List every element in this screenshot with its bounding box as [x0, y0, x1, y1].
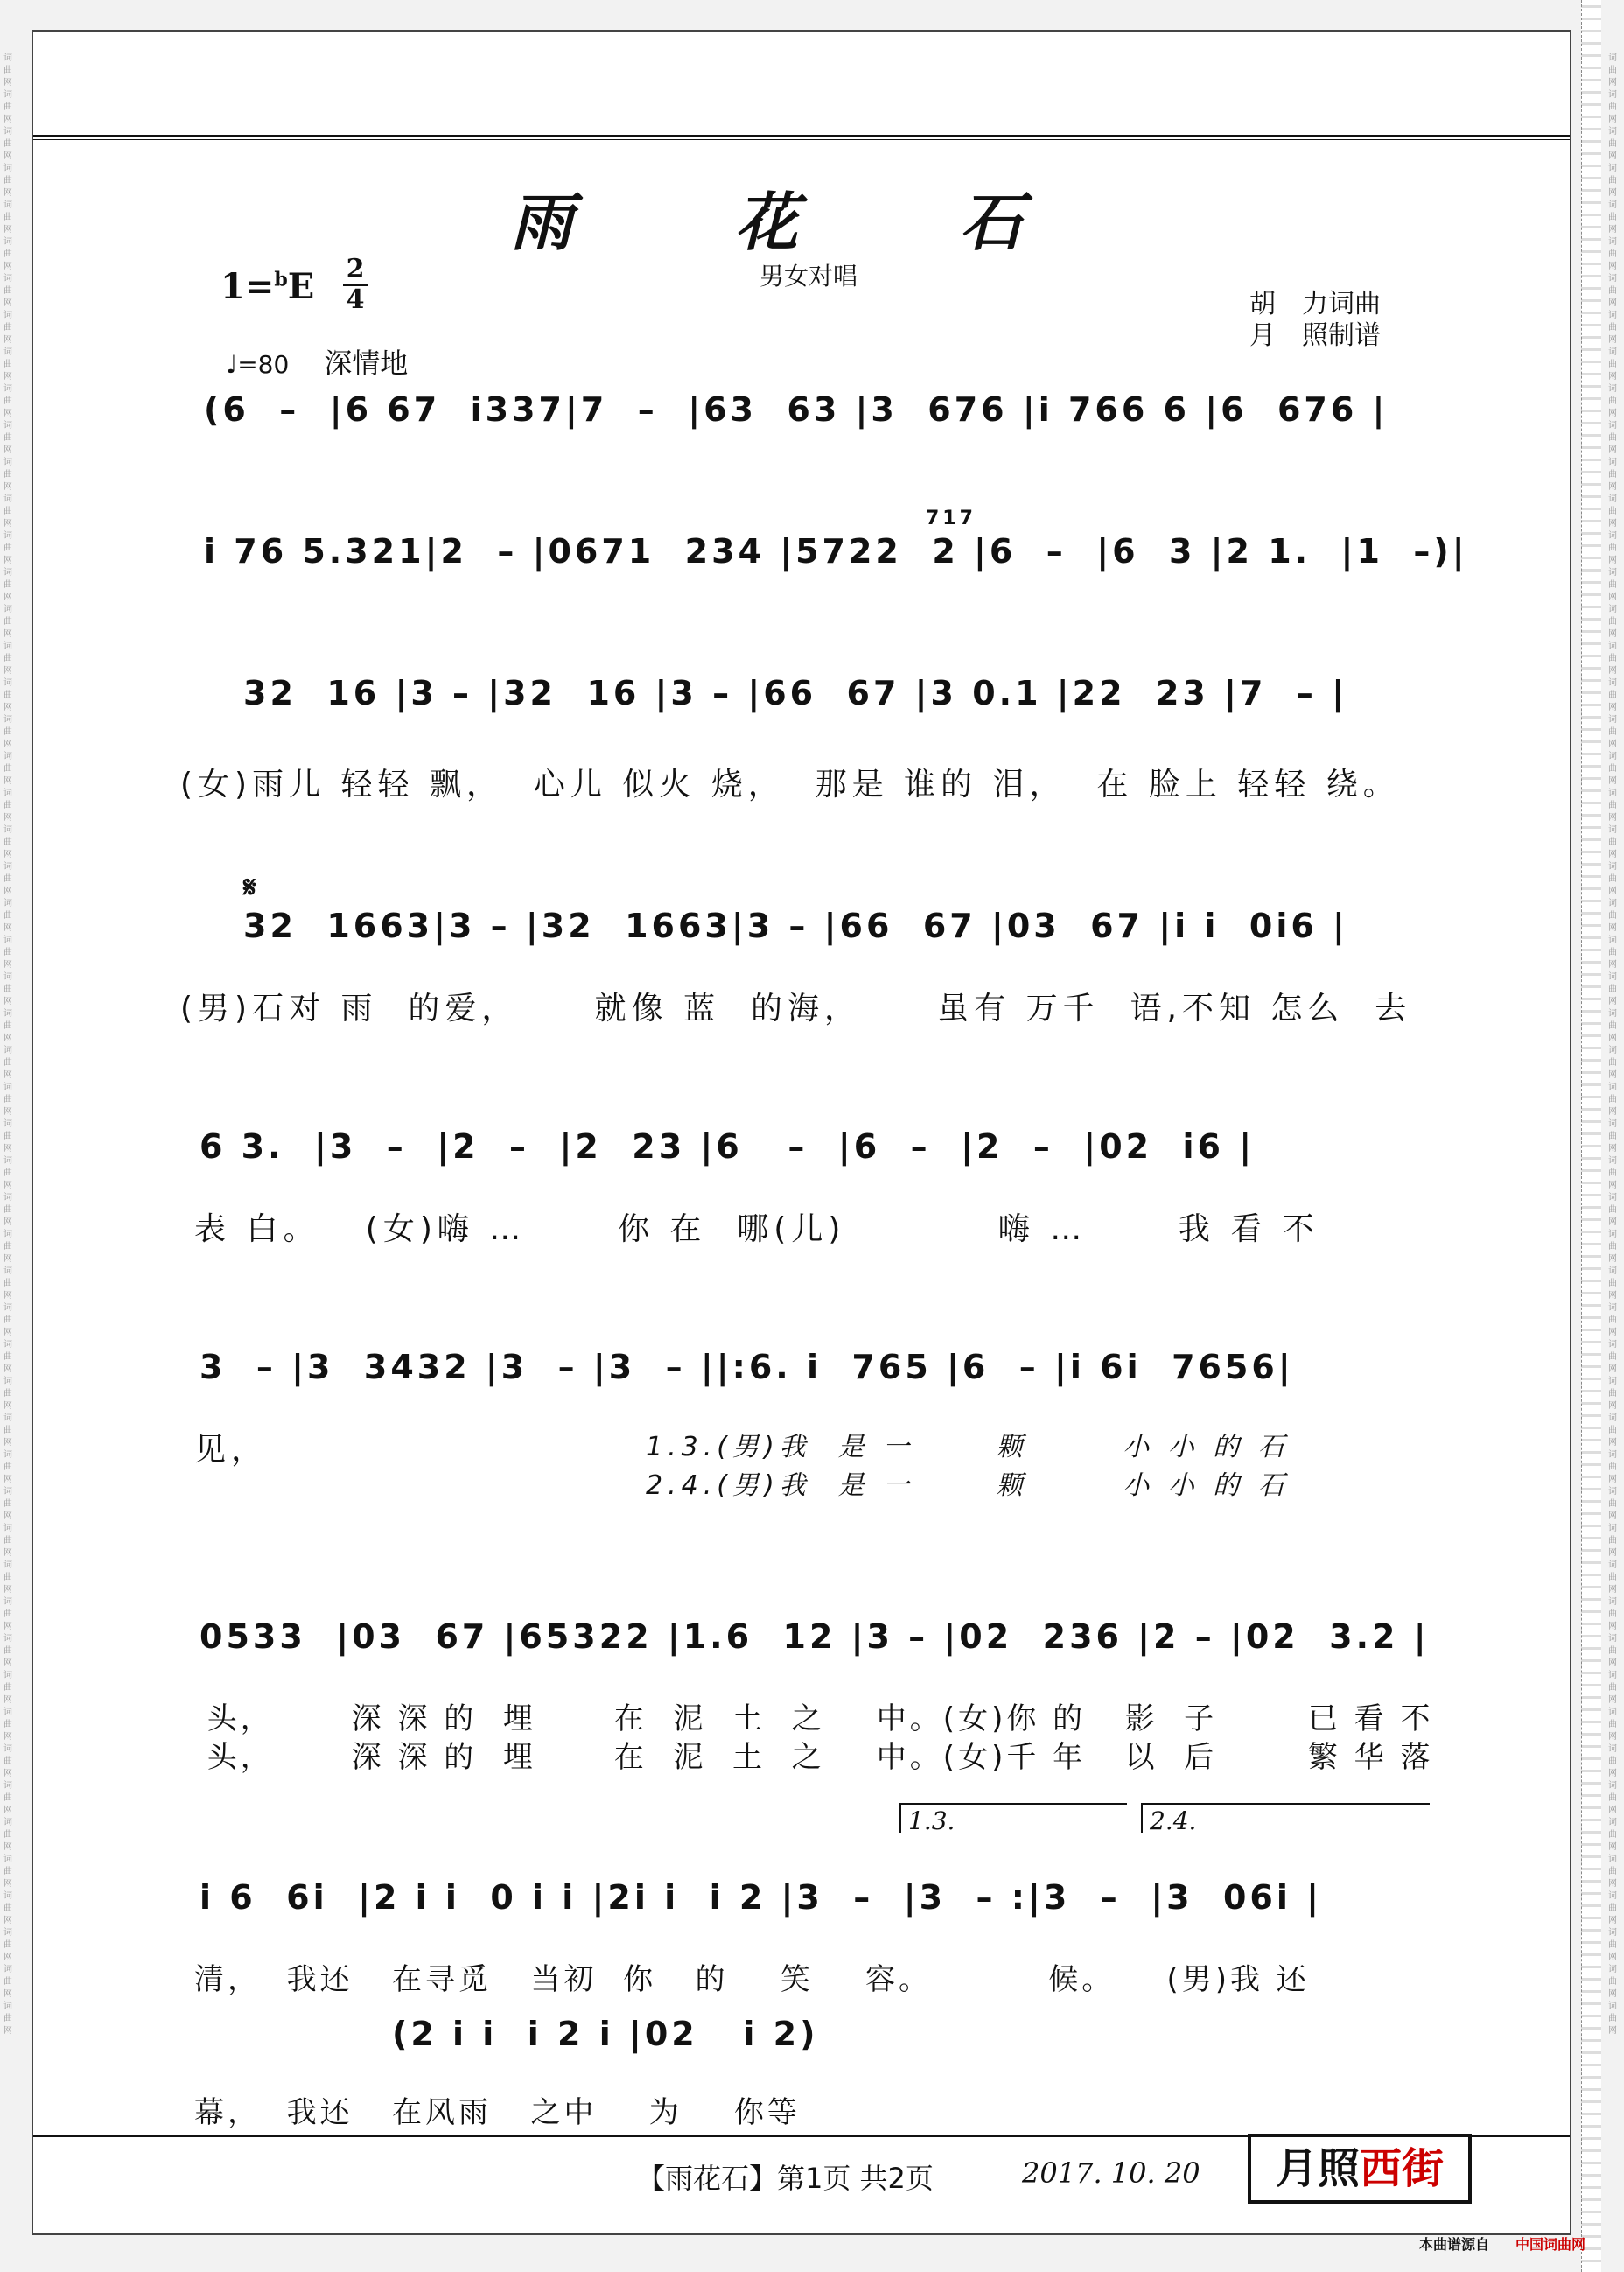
system-8-notes: i 6 6i |2 i i 0 i i |2i i i 2 |3 – |3 – :|3 – |3 06i |: [200, 1878, 1323, 1917]
system-7-verse-1: 头， 深 深 的 埋 在 泥 土 之 中。(女)你 的 影 子 已 看 不: [194, 1701, 1434, 1736]
time-top: 2: [346, 254, 365, 284]
system-9-lyrics: 幕， 我还 在风雨 之中 为 你等: [194, 2095, 801, 2130]
system-6-verse-1: 1.3.(男)我 是 一 颗 小 小 的 石: [646, 1432, 1290, 1462]
key-signature: [220, 266, 314, 307]
system-6-lyrics: 见，: [194, 1432, 269, 1468]
segno-sign: 𝄋: [243, 870, 260, 905]
time-bottom: 4: [346, 284, 365, 315]
credit-transcriber: 月 照制谱: [1250, 320, 1381, 351]
system-6-notes: 3 – |3 3432 |3 – |3 – ||:6. i 765 |6 – |i 6i 7656|: [200, 1348, 1294, 1386]
header-rule: [33, 135, 1570, 140]
source-prefix: 本曲谱源自: [1419, 2236, 1490, 2253]
system-1-notes: (6 – |6 67 i337|7 – |63 63 |3 676 |i 766 6 |6 676 |: [204, 390, 1389, 429]
system-9-notes: (2 i i i 2 i |02 i 2): [392, 2015, 819, 2053]
signature-seal: [1248, 2134, 1472, 2204]
credit-lyricist: 胡 力词曲: [1250, 289, 1381, 319]
tempo-bpm: ♩=80: [226, 350, 290, 379]
system-5-lyrics: 表 白。 (女)嗨 … 你 在 哪(儿) 嗨 … 我 看 不: [194, 1211, 1320, 1247]
grace-notes: 717: [926, 508, 976, 529]
score-date: 2017. 10. 20: [1022, 2156, 1200, 2190]
system-6-verse-2: 2.4.(男)我 是 一 颗 小 小 的 石: [646, 1470, 1290, 1501]
system-3-lyrics: (女)雨儿 轻轻 飘， 心儿 似火 烧， 那是 谁的 泪， 在 脸上 轻轻 绕。: [180, 767, 1400, 803]
system-7-verse-2: 头， 深 深 的 埋 在 泥 土 之 中。(女)千 年 以 后 繁 华 落: [194, 1740, 1434, 1775]
system-2-notes: i 76 5.321|2 – |0671 234 |5722 2 |6 – |6 3 |2 1. |1 –)|: [204, 532, 1468, 571]
volta-2: 2.4.: [1141, 1803, 1430, 1833]
key-flat: b: [274, 268, 288, 291]
seal-red: 西街: [1360, 2144, 1445, 2193]
seal-black: 月照: [1275, 2144, 1360, 2193]
key-prefix: 1=: [220, 266, 275, 307]
page-caption: 【雨花石】第1页 共2页: [637, 2162, 934, 2195]
system-5-notes: 6 3. |3 – |2 – |2 23 |6 – |6 – |2 – |02 i6 |: [200, 1127, 1256, 1166]
volta-1: 1.3.: [900, 1803, 1127, 1833]
song-title: 雨 花 石: [509, 185, 1094, 259]
margin-watermark-right: 词曲网词曲网词曲网词曲网词曲网词曲网词曲网词曲网词曲网词曲网词曲网词曲网词曲网词曲网词曲网词曲网词曲网词曲网词曲网词曲网词曲网词曲网词曲网词曲网词曲网词曲网词曲网词曲网词曲网词曲网词曲网词曲网词曲网词曲网词曲网词曲网词曲网词曲网词曲网词曲网词曲网词曲网词曲网词曲网词曲网词曲网词曲网词曲网词曲网词曲网词曲网词曲网词曲网词曲网: [1608, 53, 1617, 2036]
source-site-link[interactable]: 中国词曲网: [1516, 2236, 1586, 2253]
key-note: E: [287, 266, 315, 307]
margin-watermark-left: 词曲网词曲网词曲网词曲网词曲网词曲网词曲网词曲网词曲网词曲网词曲网词曲网词曲网词曲网词曲网词曲网词曲网词曲网词曲网词曲网词曲网词曲网词曲网词曲网词曲网词曲网词曲网词曲网词曲网词曲网词曲网词曲网词曲网词曲网词曲网词曲网词曲网词曲网词曲网词曲网词曲网词曲网词曲网词曲网词曲网词曲网词曲网词曲网词曲网词曲网词曲网词曲网词曲网词曲网: [4, 53, 12, 2036]
system-4-notes: 32 1663|3 – |32 1663|3 – |66 67 |03 67 |i i 0i6 |: [243, 907, 1348, 945]
time-signature: [340, 256, 371, 314]
torn-edge: [1581, 0, 1601, 2272]
system-3-notes: 32 16 |3 – |32 16 |3 – |66 67 |3 0.1 |22 23 |7 – |: [243, 674, 1348, 712]
score-page: [32, 30, 1572, 2235]
tempo-expression: 深情地: [324, 347, 409, 380]
tempo-marking: [226, 341, 408, 382]
system-4-lyrics: (男)石对 雨 的爱， 就像 蓝 的海， 虽有 万千 语,不知 怎么 去: [180, 991, 1412, 1027]
system-8-lyrics: 清， 我还 在寻觅 当初 你 的 笑 容。 候。 (男)我 还: [194, 1962, 1310, 1997]
system-7-notes: 0533 |03 67 |65322 |1.6 12 |3 – |02 236 |2 – |02 3.2 |: [200, 1617, 1430, 1656]
song-subtitle: 男女对唱: [760, 262, 858, 291]
